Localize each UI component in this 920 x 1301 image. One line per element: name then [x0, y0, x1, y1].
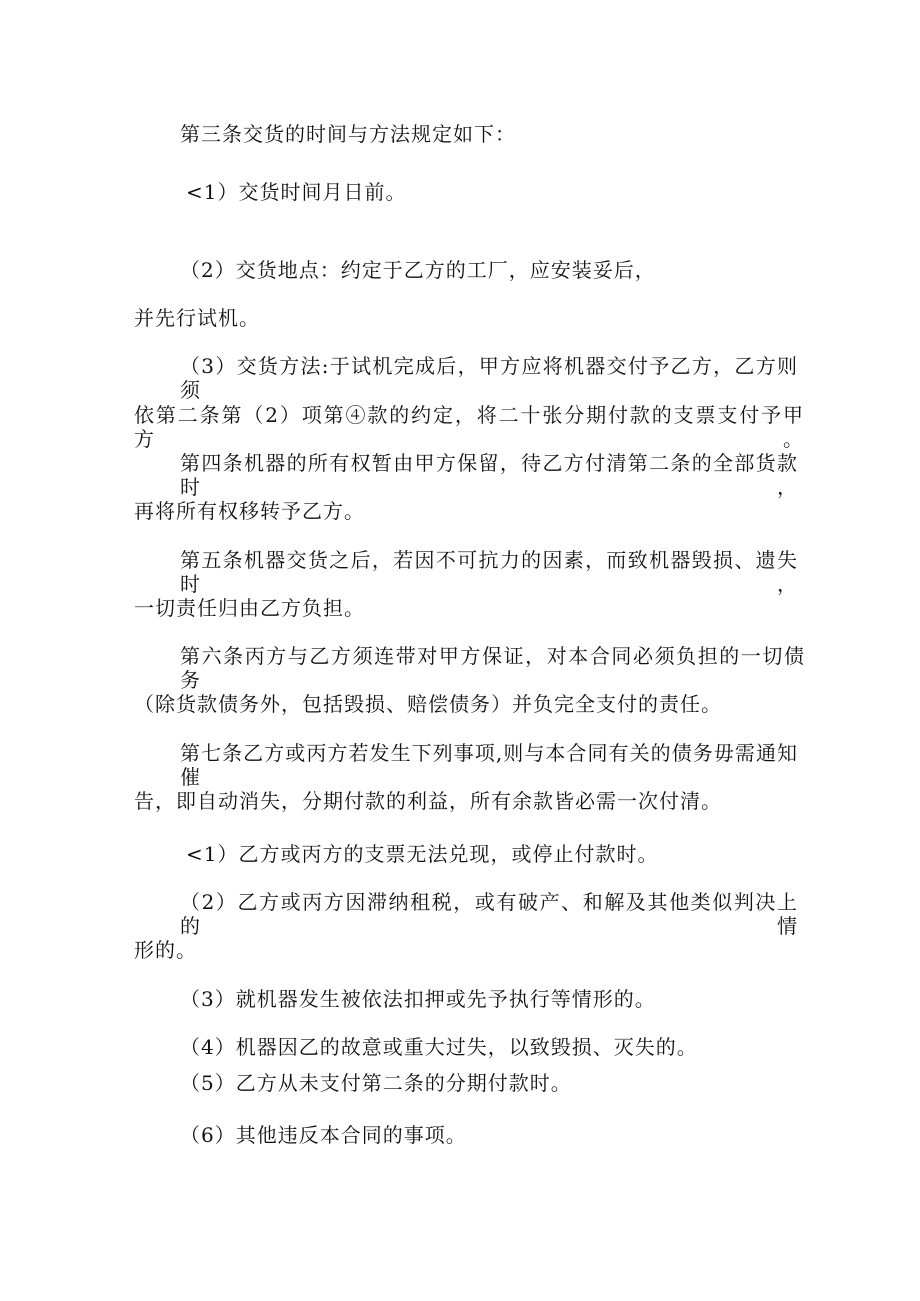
- article-5-cont: 一切责任归由乙方负担。: [134, 596, 365, 620]
- article-7-item-1: <1）乙方或丙方的支票无法兑现，或停止付款时。: [186, 842, 659, 866]
- article-3-item-3-cont: 依第二条第（2）项第④款的约定，将二十张分期付款的支票支付予甲方。: [134, 403, 804, 451]
- article-7-item-2: （2）乙方或丙方因滞纳租税，或有破产、和解及其他类似判决上的情: [180, 890, 798, 938]
- article-7-item-3: （3）就机器发生被依法扣押或先予执行等情形的。: [180, 987, 656, 1011]
- article-3-item-1: <1）交货时间月日前。: [186, 180, 407, 204]
- article-3-item-2: （2）交货地点：约定于乙方的工厂，应安装妥后，: [180, 258, 656, 282]
- article-7-item-5: （5）乙方从未支付第二条的分期付款时。: [180, 1071, 572, 1095]
- article-6: 第六条丙方与乙方须连带对甲方保证，对本合同必须负担的一切债务: [180, 644, 805, 692]
- article-3-item-3: （3）交货方法:于试机完成后，甲方应将机器交付予乙方，乙方则须: [180, 354, 798, 402]
- article-7: 第七条乙方或丙方若发生下列事项,则与本合同有关的债务毋需通知催: [180, 741, 798, 789]
- article-7-cont: 告，即自动消失，分期付款的利益，所有余款皆必需一次付清。: [134, 789, 722, 813]
- article-7-item-4: （4）机器因乙的故意或重大过失，以致毁损、灭失的。: [180, 1035, 698, 1059]
- article-4-cont: 再将所有权移转予乙方。: [134, 499, 365, 523]
- article-5: 第五条机器交货之后，若因不可抗力的因素，而致机器毁损、遗失时，: [180, 548, 798, 596]
- article-6-cont: （除货款债务外，包括毁损、赔偿债务）并负完全支付的责任。: [134, 692, 722, 716]
- article-3-item-2-cont: 并先行试机。: [134, 306, 260, 330]
- article-3-heading: 第三条交货的时间与方法规定如下：: [180, 122, 516, 146]
- article-4: 第四条机器的所有权暂由甲方保留，待乙方付清第二条的全部货款时，: [180, 451, 798, 499]
- article-7-item-6: （6）其他违反本合同的事项。: [180, 1123, 467, 1147]
- article-7-item-2-cont: 形的。: [134, 938, 197, 962]
